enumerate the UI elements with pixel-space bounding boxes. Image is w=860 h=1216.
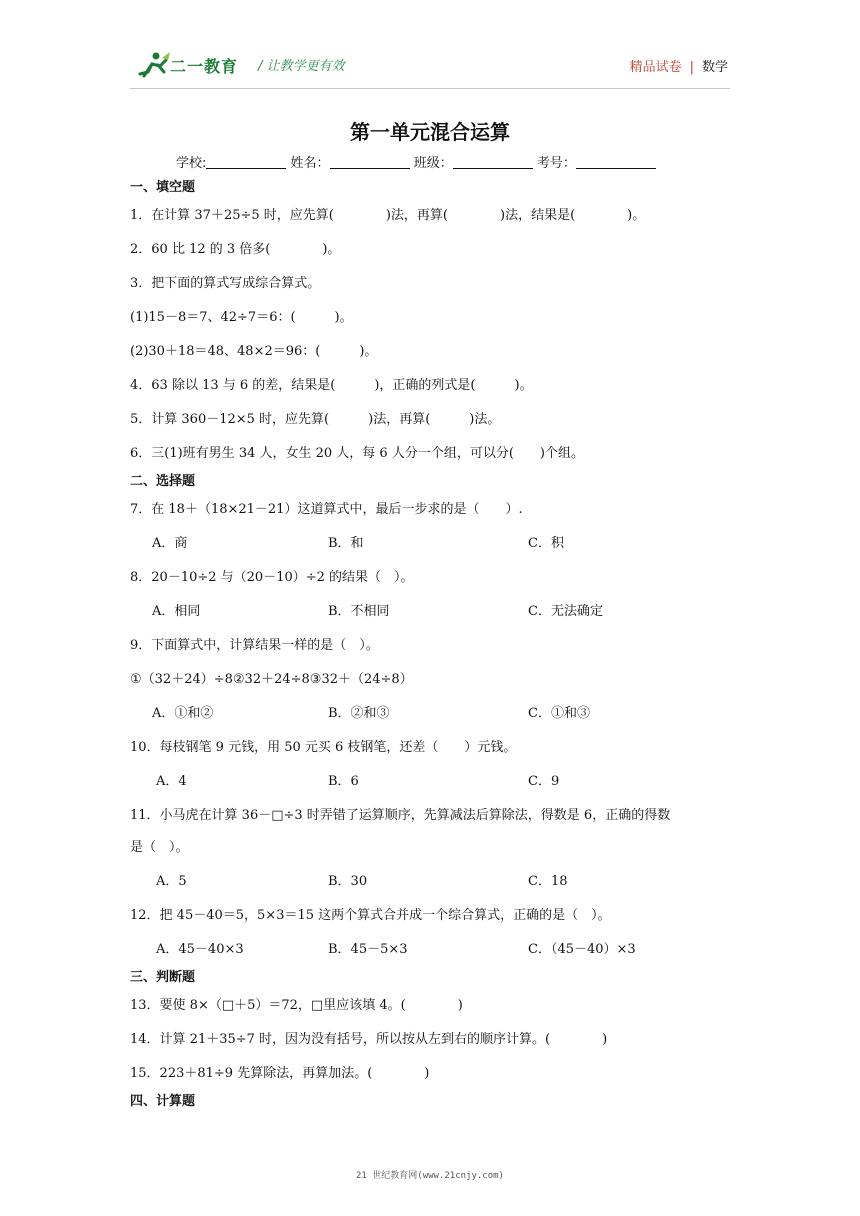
header-divider xyxy=(130,88,730,89)
option-a[interactable]: A．①和② xyxy=(152,706,214,721)
option-a[interactable]: A．4 xyxy=(156,774,187,789)
question-1: 1．在计算 37＋25÷5 时，应先算( )法，再算( )法，结果是( )。 xyxy=(130,208,646,223)
option-b[interactable]: B．45－5×3 xyxy=(328,942,408,957)
option-b[interactable]: B．不相同 xyxy=(328,604,390,619)
option-a[interactable]: A．相同 xyxy=(152,604,201,619)
question-2: 2．60 比 12 的 3 倍多( )。 xyxy=(130,242,341,257)
question-11-continued: 是（ ）。 xyxy=(130,840,189,855)
question-6: 6．三(1)班有男生 34 人，女生 20 人，每 6 人分一个组，可以分( )个组。 xyxy=(130,446,584,461)
question-11: 11．小马虎在计算 36－□÷3 时弄错了运算顺序，先算减法后算除法，得数是 6，正确的得数 xyxy=(130,808,671,823)
option-b[interactable]: B．和 xyxy=(328,536,364,551)
number-label: 考号： xyxy=(536,156,576,171)
header-right xyxy=(630,56,728,75)
brand-label: 精品试卷 xyxy=(629,60,682,75)
question-9-expressions: ①（32＋24）÷8②32＋24÷8③32＋（24÷8） xyxy=(130,672,413,687)
option-c[interactable]: C．①和③ xyxy=(528,706,590,721)
section-true-false: 三、判断题 xyxy=(130,970,196,985)
option-b[interactable]: B．6 xyxy=(328,774,359,789)
option-c[interactable]: C．积 xyxy=(528,536,564,551)
page-title: 第一单元混合运算 xyxy=(350,120,510,144)
header-separator: | xyxy=(689,60,694,75)
question-13: 13．要使 8×（□＋5）＝72，□里应该填 4。( ) xyxy=(130,998,463,1013)
option-b[interactable]: B．30 xyxy=(328,874,368,889)
section-fill-blank: 一、填空题 xyxy=(130,180,196,195)
option-c[interactable]: C．18 xyxy=(528,874,568,889)
slogan: / 让教学更有效 xyxy=(258,59,345,74)
option-c[interactable]: C．无法确定 xyxy=(528,604,603,619)
page-footer: 21 世纪教育网(www.21cnjy.com) xyxy=(356,1171,504,1181)
question-3-1: (1)15－8＝7、42÷7＝6：( )。 xyxy=(130,310,353,325)
school-label: 学校: xyxy=(176,156,207,171)
subject-label: 数学 xyxy=(701,60,728,75)
question-8: 8．20－10÷2 与（20－10）÷2 的结果（ ）。 xyxy=(130,570,414,585)
question-9: 9．下面算式中，计算结果一样的是（ ）。 xyxy=(130,638,379,653)
question-3: 3．把下面的算式写成综合算式。 xyxy=(130,276,321,291)
class-label: 班级： xyxy=(413,156,453,171)
class-blank[interactable] xyxy=(453,155,533,169)
page-header xyxy=(0,0,860,100)
number-blank[interactable] xyxy=(576,155,656,169)
section-calculation: 四、计算题 xyxy=(130,1094,196,1109)
question-12: 12．把 45－40＝5，5×3＝15 这两个算式合并成一个综合算式，正确的是（ ）。 xyxy=(130,908,611,923)
name-label: 姓名： xyxy=(290,156,330,171)
logo-text: 二一教育 xyxy=(170,57,239,76)
question-5: 5．计算 360－12×5 时，应先算( )法，再算( )法。 xyxy=(130,412,501,427)
student-info xyxy=(176,152,656,171)
section-multiple-choice: 二、选择题 xyxy=(130,474,196,489)
question-10: 10．每枝钢笔 9 元钱，用 50 元买 6 枝钢笔，还差（ ）元钱。 xyxy=(130,740,517,755)
option-b[interactable]: B．②和③ xyxy=(328,706,390,721)
school-blank[interactable] xyxy=(206,155,286,169)
name-blank[interactable] xyxy=(330,155,410,169)
question-3-2: (2)30＋18＝48、48×2＝96：( )。 xyxy=(130,344,378,359)
option-a[interactable]: A．5 xyxy=(156,874,187,889)
question-4: 4．63 除以 13 与 6 的差，结果是( )，正确的列式是( )。 xyxy=(130,378,533,393)
option-a[interactable]: A．商 xyxy=(152,536,188,551)
question-14: 14．计算 21＋35÷7 时，因为没有括号，所以按从左到右的顺序计算。( ) xyxy=(130,1032,608,1047)
question-15: 15．223＋81÷9 先算除法，再算加法。( ) xyxy=(130,1066,430,1081)
option-c[interactable]: C．9 xyxy=(528,774,560,789)
option-c[interactable]: C．（45－40）×3 xyxy=(528,942,636,957)
option-a[interactable]: A．45－40×3 xyxy=(156,942,244,957)
question-7: 7．在 18＋（18×21－21）这道算式中，最后一步求的是（ ）. xyxy=(130,502,523,517)
